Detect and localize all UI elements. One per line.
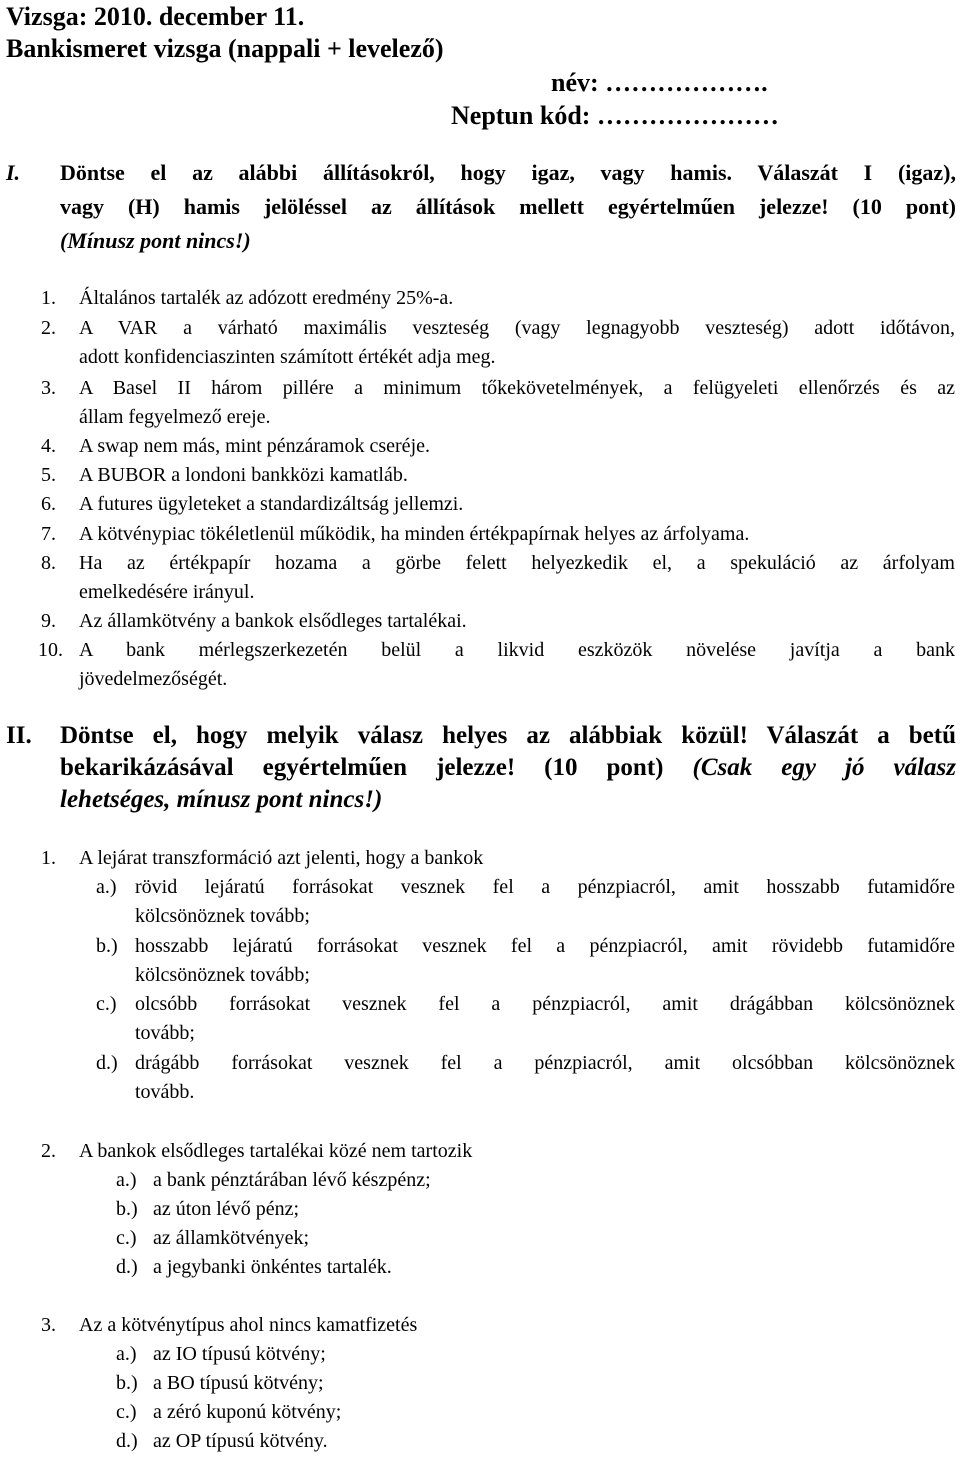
option-text: kölcsönöznek tovább; [135,905,310,927]
section-2-instructions [0,722,960,822]
option-text: az úton lévő pénz; [153,1198,300,1220]
section-2-number: II. [6,722,32,749]
neptun-field-label: Neptun kód: ………………… [451,101,779,130]
item-text: adott konfidenciaszinten számított értékét adja meg. [79,346,496,368]
question-1 [0,844,960,1114]
option-text: az államkötvények; [153,1227,310,1249]
item-number: 7. [41,523,56,545]
item-number: 3. [41,377,56,399]
option-text: a zéró kuponú kötvény; [153,1401,342,1423]
option-text: a jegybanki önkéntes tartalék. [153,1256,392,1278]
item-number: 6. [41,493,56,515]
question-2 [0,1137,960,1287]
question-number: 1. [41,847,56,869]
option-label[interactable]: c.) [96,993,117,1015]
option-label[interactable]: d.) [96,1052,118,1074]
option-text: rövid lejáratú forrásokat vesznek fel a pénzpiacról, amit hosszabb futamidőre [135,876,955,898]
option-text: a BO típusú kötvény; [153,1372,324,1394]
option-label[interactable]: a.) [116,1343,137,1365]
section-2-line-2: bekarikázásával egyértelműen jelezze! (10 pont) [60,754,664,781]
section-2-line-2-italic: (Csak egy jó válasz [692,754,956,781]
item-text: Általános tartalék az adózott eredmény 25%-a. [79,287,454,309]
option-text: olcsóbb forrásokat vesznek fel a pénzpiacról, amit drágábban kölcsönöznek [135,993,955,1015]
item-text: A futures ügyleteket a standardizáltság jellemzi. [79,493,464,515]
question-number: 3. [41,1314,56,1336]
item-number: 1. [41,287,56,309]
question-number: 2. [41,1140,56,1162]
option-label[interactable]: a.) [96,876,117,898]
option-label[interactable]: b.) [116,1198,138,1220]
question-text: A bankok elsődleges tartalékai közé nem tartozik [79,1140,473,1162]
item-number: 4. [41,435,56,457]
option-text: tovább; [135,1022,195,1044]
option-text: drágább forrásokat vesznek fel a pénzpiacról, amit olcsóbban kölcsönöznek [135,1052,955,1074]
section-1-statement-list [0,284,960,704]
section-1-line-3: (Mínusz pont nincs!) [60,228,251,253]
item-number: 5. [41,464,56,486]
section-1-number: I. [6,160,21,185]
item-number: 2. [41,317,56,339]
item-text: Az államkötvény a bankok elsődleges tartalékai. [79,610,467,632]
option-text: tovább. [135,1081,195,1103]
section-1-instructions [0,160,960,270]
item-text: A swap nem más, mint pénzáramok cseréje. [79,435,430,457]
item-number: 9. [41,610,56,632]
option-label[interactable]: b.) [116,1372,138,1394]
section-1-line-1: Döntse el az alábbi állításokról, hogy igaz, vagy hamis. Válaszát I (igaz), [60,160,956,185]
item-text: A BUBOR a londoni bankközi kamatláb. [79,464,408,486]
option-label[interactable]: d.) [116,1256,138,1278]
item-text: állam fegyelmező ereje. [79,406,271,428]
option-text: az IO típusú kötvény; [153,1343,326,1365]
option-label[interactable]: b.) [96,935,118,957]
item-text: jövedelmezőségét. [79,668,228,690]
item-number: 8. [41,552,56,574]
item-text: A bank mérlegszerkezetén belül a likvid eszközök növelése javítja a bank [79,639,955,661]
exam-date: Vizsga: 2010. december 11. [6,2,305,31]
question-3 [0,1311,960,1457]
option-text: az OP típusú kötvény. [153,1430,328,1452]
option-text: kölcsönöznek tovább; [135,964,310,986]
option-label[interactable]: d.) [116,1430,138,1452]
option-text: a bank pénztárában lévő készpénz; [153,1169,431,1191]
item-text: A Basel II három pillére a minimum tőkekövetelmények, a felügyeleti ellenőrzés és az [79,377,955,399]
section-2-line-3: lehetséges, mínusz pont nincs!) [60,786,383,813]
item-number: 10. [38,639,63,661]
item-text: Ha az értékpapír hozama a görbe felett helyezkedik el, a spekuláció az árfolyam [79,552,955,574]
question-text: Az a kötvénytípus ahol nincs kamatfizetés [79,1314,418,1336]
item-text: A kötvénypiac tökéletlenül működik, ha minden értékpapírnak helyes az árfolyama. [79,523,750,545]
item-text: A VAR a várható maximális veszteség (vagy legnagyobb veszteség) adott időtávon, [79,317,955,339]
exam-title: Bankismeret vizsga (nappali + levelező) [6,34,444,63]
option-label[interactable]: a.) [116,1169,137,1191]
option-label[interactable]: c.) [116,1401,137,1423]
option-label[interactable]: c.) [116,1227,137,1249]
section-1-line-2: vagy (H) hamis jelöléssel az állítások mellett egyértelműen jelezze! (10 pont) [60,194,956,219]
item-text: emelkedésére irányul. [79,581,255,603]
section-2-line-1: Döntse el, hogy melyik válasz helyes az alábbiak közül! Válaszát a betű [60,722,956,749]
question-text: A lejárat transzformáció azt jelenti, hogy a bankok [79,847,484,869]
option-text: hosszabb lejáratú forrásokat vesznek fel a pénzpiacról, amit rövidebb futamidőre [135,935,955,957]
name-field-label: név: ………………. [551,68,768,97]
